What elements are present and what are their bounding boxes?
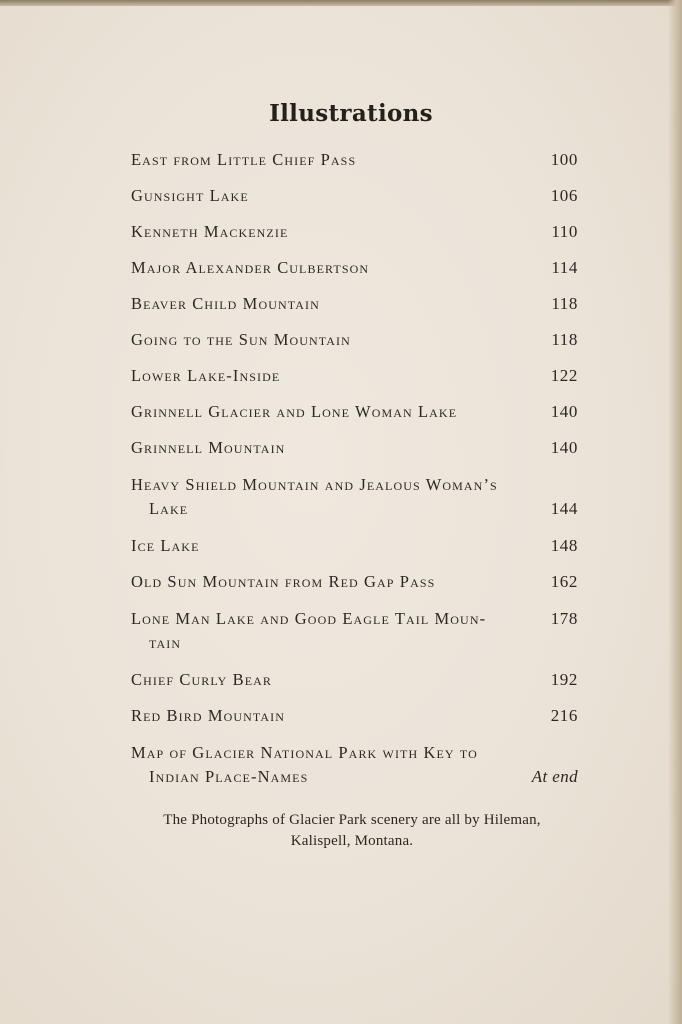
credit-line-2: Kalispell, Montana. xyxy=(290,833,414,849)
list-item xyxy=(131,400,578,424)
list-item xyxy=(131,534,578,558)
list-item xyxy=(131,741,578,789)
entry-page-number: 144 xyxy=(550,499,578,518)
entry-label: Lone Man Lake and Good Eagle Tail Moun- xyxy=(131,609,487,628)
entry-label: Lower Lake-Inside xyxy=(131,366,281,385)
entry-label-continuation: Indian Place-Names xyxy=(149,767,309,786)
list-item xyxy=(131,607,578,655)
entry-page-number: 110 xyxy=(551,222,578,241)
page-right-edge xyxy=(668,0,682,1024)
entry-label: Red Bird Mountain xyxy=(131,706,285,725)
entry-page-number: 192 xyxy=(550,670,578,689)
entry-page-number: 106 xyxy=(550,186,578,205)
list-item xyxy=(131,256,578,280)
entry-label: Old Sun Mountain from Red Gap Pass xyxy=(131,572,436,591)
page-top-edge xyxy=(0,0,682,6)
entry-page-number: 178 xyxy=(550,609,578,628)
credit-line-1: The Photographs of Glacier Park scenery are all by Hileman, xyxy=(163,812,541,828)
entry-page-number: 118 xyxy=(551,330,578,349)
entry-label: Kenneth Mackenzie xyxy=(131,222,289,241)
list-item xyxy=(131,704,578,728)
entry-page-number: 216 xyxy=(550,706,578,725)
list-item xyxy=(131,570,578,594)
entry-page-number: 100 xyxy=(550,150,578,169)
entry-label: Beaver Child Mountain xyxy=(131,294,320,313)
entry-label-continuation: tain xyxy=(149,633,182,652)
list-item xyxy=(131,668,578,692)
entry-label: East from Little Chief Pass xyxy=(131,150,357,169)
list-item xyxy=(131,364,578,388)
entry-label: Ice Lake xyxy=(131,536,200,555)
entry-page-number: 118 xyxy=(551,294,578,313)
list-item xyxy=(131,184,578,208)
entry-page-number: 114 xyxy=(551,258,578,277)
entry-label: Heavy Shield Mountain and Jealous Woman’s xyxy=(131,475,498,494)
entry-label: Chief Curly Bear xyxy=(131,670,272,689)
entry-label: Gunsight Lake xyxy=(131,186,249,205)
page-title: Illustrations xyxy=(269,100,433,127)
list-item xyxy=(131,436,578,460)
entry-label: Grinnell Glacier and Lone Woman Lake xyxy=(131,402,458,421)
list-item xyxy=(131,220,578,244)
entry-label: Map of Glacier National Park with Key to xyxy=(131,743,478,762)
photo-credit xyxy=(0,810,682,852)
entry-page-number: 148 xyxy=(550,536,578,555)
entry-page-number: At end xyxy=(531,767,578,786)
list-item xyxy=(131,473,578,521)
entry-label-continuation: Lake xyxy=(149,499,189,518)
list-item xyxy=(131,148,578,172)
entry-page-number: 162 xyxy=(550,572,578,591)
entry-page-number: 122 xyxy=(550,366,578,385)
entry-label: Grinnell Mountain xyxy=(131,438,286,457)
entry-page-number: 140 xyxy=(550,438,578,457)
entry-page-number: 140 xyxy=(550,402,578,421)
list-item xyxy=(131,328,578,352)
list-item xyxy=(131,292,578,316)
entry-label: Major Alexander Culbertson xyxy=(131,258,370,277)
entry-label: Going to the Sun Mountain xyxy=(131,330,351,349)
